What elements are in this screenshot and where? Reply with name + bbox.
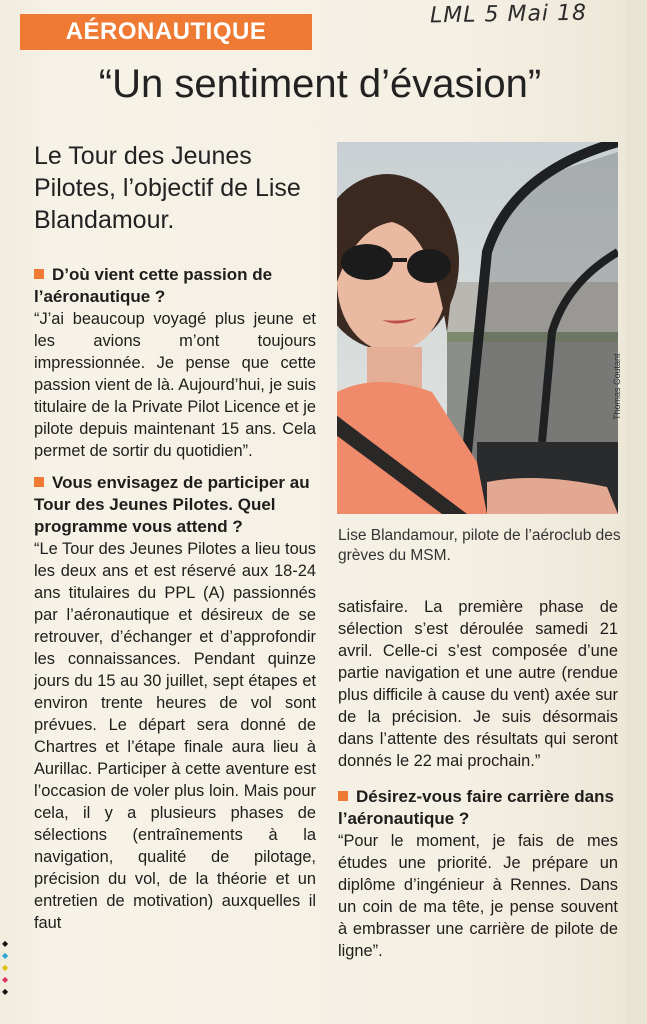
answer-2: “Le Tour des Jeunes Pilotes a lieu tous les deux ans et est réservé aux 18-24 ans titulaires du PPL (A) passionnés par l’aéronautique et désireux de se retrouver, d’échanger et d’approfondir les connaissances. Pendant quinze jours du 15 au 30 juillet, sept étapes et environ trente heures de vol sont prévues. Le départ sera donné de Chartres et l’étape finale aura lieu à Aurillac. Participer à cette aventure est l’occasion de voler plus loin. Mais pour cela, il y a plusieurs phases de sélections (entraînements à la navigation, qualité de pilotage, précision du vol, de la théorie et un entretien de motivation) auxquelles il faut [34,540,316,932]
article-lead: Le Tour des Jeunes Pilotes, l’objectif de Lise Blandamour. [34,142,301,234]
question-1: D’où vient cette passion de l’aéronautique ? [34,265,273,306]
question-2: Vous envisagez de participer au Tour des Jeunes Pilotes. Quel programme vous attend ? [34,473,310,536]
orange-square-icon [34,269,44,279]
answer-3: “Pour le moment, je fais de mes études une priorité. Je prépare un diplôme d’ingénieur à Rennes. Dans un coin de ma tête, je pense souvent à embrasser une carrière de pilote de ligne”. [338,832,618,960]
answer-2-continued: satisfaire. La première phase de sélection s’est déroulée samedi 21 avril. Celle-ci s’est composée d’une partie navigation et une autre (rendue plus difficile à cause du vent) axée sur de la précision. Je suis désormais dans l’attente des résultats qui seront donnés le 22 mai prochain.” [338,598,618,770]
answer-1: “J’ai beaucoup voyagé plus jeune et les avions m’ont toujours impressionnée. Je pense que cette passion vient de là. Aujourd’hui, je suis titulaire de la Private Pilot Licence et je pilote depuis maintenant 15 ans. Cela permet de sortir du quotidien”. [34,310,316,460]
handwritten-note: LML 5 Mai 18 [429,0,588,29]
print-registration-marks: ◆ ◆ ◆ ◆ ◆ [2,939,9,996]
portrait-photo [337,142,618,514]
adjacent-article-strip [625,0,647,1024]
question-3: Désirez-vous faire carrière dans l’aéronautique ? [338,787,614,828]
right-column [338,596,618,962]
photo-credit: Thomas Coutant [612,353,622,420]
orange-square-icon [34,477,44,487]
orange-square-icon [338,791,348,801]
section-rubric: AÉRONAUTIQUE [20,14,312,50]
photo-caption: Lise Blandamour, pilote de l’aéroclub des grèves du MSM. [338,527,621,564]
photo-illustration [337,142,618,514]
left-column [34,264,316,934]
article-headline: “Un sentiment d’évasion” [98,62,542,106]
